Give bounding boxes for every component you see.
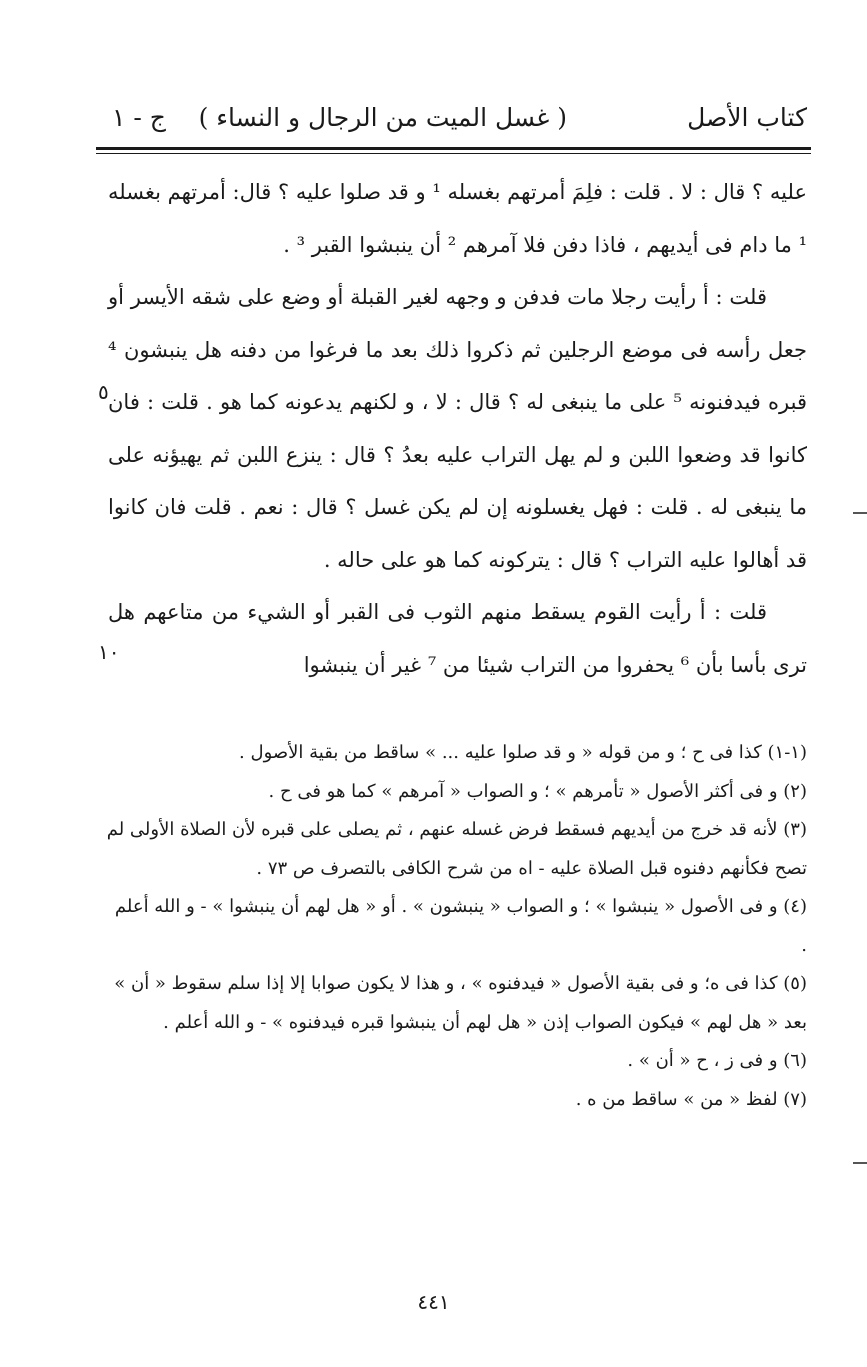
footnote: (٦) و فى ز ، ح « أن » .	[627, 1050, 807, 1071]
paragraph: عليه ؟ قال : لا . قلت : فلِمَ أمرتهم بغسله ¹ و قد صلوا عليه ؟ قال: أمرتهم بغسله ¹ ما دام فى أيديهم ، فاذا دفن فلا آمرهم ² أن ينبشوا القبر ³ .	[108, 180, 807, 257]
paragraph: قلت : أ رأيت القوم يسقط منهم الثوب فى القبر أو الشيء من متاعهم هل ترى بأسا بأن ⁶ يحفروا من التراب شيئا من ⁷ غير أن ينبشوا	[108, 600, 807, 677]
footnote: (١-١) كذا فى ح ؛ و من قوله « و قد صلوا عليه ... » ساقط من بقية الأصول .	[239, 742, 807, 763]
scan-mark	[853, 512, 867, 514]
footnote: (٤) و فى الأصول « ينبشوا » ؛ و الصواب « ينبشون » . أو « هل لهم أن ينبشوا » - و الله أعلم .	[114, 896, 807, 956]
page-number: ٤٤١	[417, 1290, 450, 1314]
scan-mark	[853, 1162, 867, 1164]
header-rule-thin	[96, 153, 811, 154]
header-rule-thick	[96, 147, 811, 150]
footnotes	[104, 734, 807, 1119]
line-number-5: ٥	[98, 380, 109, 404]
main-text	[108, 166, 807, 691]
line-number-10: ١٠	[98, 640, 120, 664]
volume-number: ج - ١	[112, 103, 166, 132]
footnote: (٢) و فى أكثر الأصول « تأمرهم » ؛ و الصواب « آمرهم » كما هو فى ح .	[268, 780, 807, 802]
footnote: (٥) كذا فى ه؛ و فى بقية الأصول « فيدفنوه » ، و هذا لا يكون صوابا إلا إذا سلم سقوط « أن » بعد « هل لهم » فيكون الصواب إذن « هل لهم أن ينبشوا قبره فيدفنوه » - و الله أعلم .	[114, 973, 807, 1033]
paragraph: قلت : أ رأيت رجلا مات فدفن و وجهه لغير القبلة أو وضع على شقه الأيسر أو جعل رأسه فى موضع الرجلين ثم ذكروا ذلك بعد ما فرغوا من دفنه هل ينبشون ⁴ قبره فيدفنونه ⁵ على ما ينبغى له ؟ قال : لا ، و لكنهم يدعونه كما هو . قلت : فان كانوا قد وضعوا اللبن و لم يهل التراب عليه بعدُ ؟ قال : ينزع اللبن ثم يهيؤنه على ما ينبغى له . قلت : فهل يغسلونه إن لم يكن غسل ؟ قال : نعم . قلت فان كانوا قد أهالوا عليه التراب ؟ قال : يتركونه كما هو على حاله .	[108, 285, 807, 572]
book-title: كتاب الأصل	[687, 103, 807, 132]
running-header	[96, 98, 807, 142]
footnote: (٣) لأنه قد خرج من أيديهم فسقط فرض غسله عنهم ، ثم يصلى على قبره لأن الصلاة الأولى لم تصح فكأنهم دفنوه قبل الصلاة عليه - اه من شرح الكافى بالتصرف ص ٧٣ .	[106, 819, 807, 879]
footnote: (٧) لفظ « من » ساقط من ه .	[575, 1088, 807, 1110]
section-title: ( غسل الميت من الرجال و النساء )	[198, 103, 567, 132]
